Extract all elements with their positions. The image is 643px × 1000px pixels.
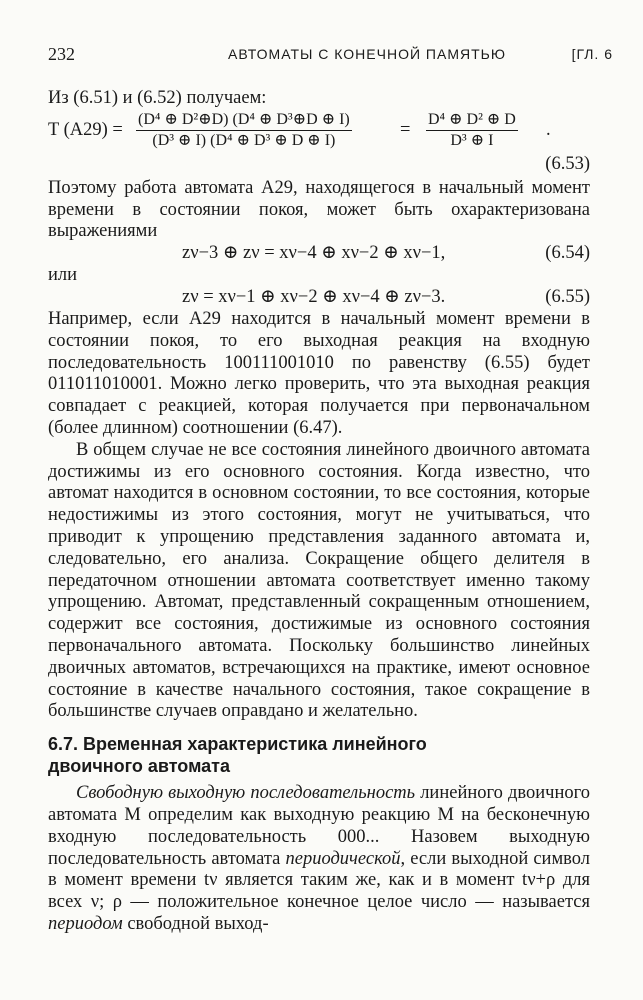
paragraph-4-text-1: линейного двоичного автомата M определим как выходную реакцию M на бесконечную входную последовательность 000... Назовем выходную последовательность автомата xyxy=(48,783,590,869)
eq-6-53-lhs: T (A29) = xyxy=(48,119,123,140)
fraction-2-denominator: D³ ⊕ I xyxy=(450,131,494,149)
eq-6-54-expression: zν−3 ⊕ zν = xν−4 ⊕ xν−2 ⊕ xν−1, xyxy=(182,243,446,264)
eq-6-53-period: . xyxy=(546,119,551,140)
or-word: или xyxy=(48,265,78,286)
section-heading-line-2: двоичного автомата xyxy=(48,756,230,777)
paragraph-3: В общем случае не все состояния линейного двоичного автомата достижимы из его основного состояния. Когда известно, что автомат находится в основном состоянии, то все состояния, которые недостижимы из этого состояния, могут не учитываться, что приводит к упрощению представления заданного автомата и, следовательно, его анализа. Сокращение общего делителя в передаточном отношении автомата соответствует именно такому упрощению. Автомат, представленный сокращенным отношением, содержит все состояния, достижимые из основного состояния первоначального автомата. Поскольку большинство линейных двоичных автоматов, встречающихся на практике, имеют основное состояние в качестве начального состояния, такое сокращение в большинстве случаев оправдано и желательно. xyxy=(48,439,590,722)
paragraph-4 xyxy=(48,783,590,936)
running-title: АВТОМАТЫ С КОНЕЧНОЙ ПАМЯТЬЮ xyxy=(228,46,506,62)
eq-6-53-fraction-2 xyxy=(426,110,518,151)
eq-6-54-label: (6.54) xyxy=(545,243,590,264)
equals-sign: = xyxy=(400,119,411,140)
paragraph-4-text-3: свободной выход- xyxy=(122,913,269,934)
eq-6-55-expression: zν = xν−1 ⊕ xν−2 ⊕ xν−4 ⊕ zν−3. xyxy=(182,286,446,307)
eq-6-53-fraction-1 xyxy=(136,110,352,151)
chapter-marker: [ГЛ. 6 xyxy=(571,46,613,62)
fraction-1-numerator: (D⁴ ⊕ D²⊕D) (D⁴ ⊕ D³⊕D ⊕ I) xyxy=(136,110,352,131)
paragraph-1: Поэтому работа автомата A29, находящегося в начальный момент времени в состоянии покоя, может быть охарактеризована выражениями xyxy=(48,177,590,242)
intro-line: Из (6.51) и (6.52) получаем: xyxy=(48,88,267,108)
running-header xyxy=(48,44,613,64)
term-free-output-sequence: Свободную выходную последовательность xyxy=(76,783,416,804)
paragraph-2: Например, если A29 находится в начальный момент времени в состоянии покоя, то его выходная реакция на входную последовательность 100111001010 по равенству (6.55) будет 011011010001. Можно легко проверить, что эта выходная реакция совпадает с реакцией, которая получается при первоначальном (более длинном) соотношении (6.47). xyxy=(48,308,590,438)
eq-6-55-label: (6.55) xyxy=(545,286,590,307)
equation-6-54 xyxy=(48,243,590,265)
term-period: периодом xyxy=(48,913,123,934)
page-number: 232 xyxy=(48,44,75,64)
fraction-1-denominator: (D³ ⊕ I) (D⁴ ⊕ D³ ⊕ D ⊕ I) xyxy=(152,131,336,149)
fraction-2-numerator: D⁴ ⊕ D² ⊕ D xyxy=(426,110,518,131)
term-periodic: периодической xyxy=(285,848,401,869)
paragraph-4-text-2: , если выходной символ в момент времени tν является таким же, как и в момент tν+ρ для всех ν; ρ — положительное конечное целое число — называется xyxy=(48,848,591,913)
eq-6-53-label: (6.53) xyxy=(545,153,590,174)
equation-6-55 xyxy=(48,287,590,309)
equation-6-53 xyxy=(48,110,590,154)
page-body xyxy=(48,88,590,936)
section-heading-line-1: 6.7. Временная характеристика линейного xyxy=(48,734,427,755)
